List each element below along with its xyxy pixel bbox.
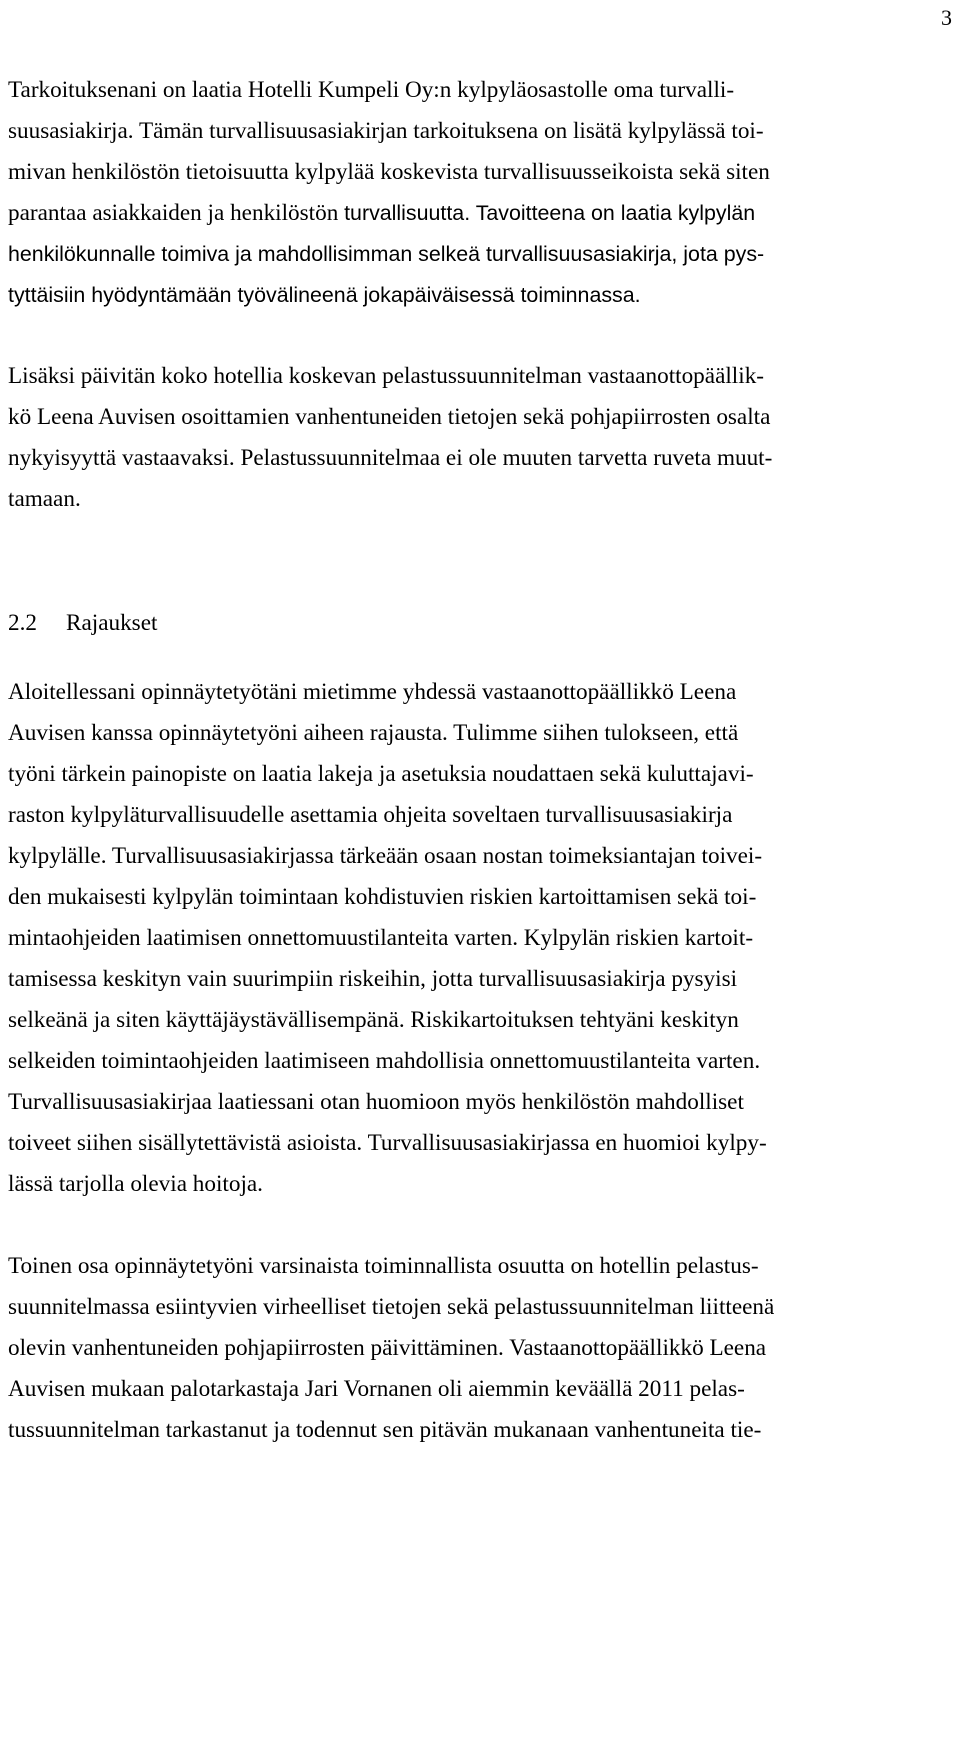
section-title: Rajaukset [66, 610, 158, 636]
document-body [8, 70, 956, 1451]
paragraph-purpose [8, 70, 956, 316]
paragraph-second-part: Toinen osa opinnäytetyöni varsinaista toiminnallista osuutta on hotellin pelastus- suunnitelmassa esiintyvien virheelliset tietojen sekä pelastussuunnitelman liitteenä olevin vanhentuneiden pohjapiirrosten päivittäminen. Vastaanottopäällikkö Leena Auvisen mukaan palotarkastaja Jari Vornanen oli aiemmin keväällä 2011 pelas- tussuunnitelman tarkastanut ja todennut sen pitävän mukanaan vanhentuneita tie- [8, 1253, 775, 1443]
section-number: 2.2 [8, 610, 37, 636]
paragraph-purpose-sans-text: turvallisuutta. Tavoitteena on laatia kylpylän henkilökunnalle toimiva ja mahdollisimman selkeä turvallisuusasiakirja, jota pys- tyttäisiin hyödyntämään työvälineenä jokapäiväisessä toiminnassa. [8, 201, 765, 307]
paragraph-scope: Aloitellessani opinnäytetyötäni mietimme yhdessä vastaanottopäällikkö Leena Auvisen kanssa opinnäytetyöni aiheen rajausta. Tulimme siihen tulokseen, että työni tärkein painopiste on laatia lakeja ja asetuksia noudattaen sekä kuluttajavi- raston kylpyläturvallisuudelle asettamia ohjeita soveltaen turvallisuusasiakirja kylpylälle. Turvallisuusasiakirjassa tärkeään osaan nostan toimeksiantajan toivei- den mukaisesti kylpylän toimintaan kohdistuvien riskien kartoittamisen sekä toi- mintaohjeiden laatimisen onnettomuustilanteita varten. Kylpylän riskien kartoit- tamisessa keskityn vain suurimpiin riskeihin, jotta turvallisuusasiakirja pysyisi selkeänä ja siten käyttäjäystävällisempänä. Riskikartoituksen tehtyäni keskityn selkeiden toimintaohjeiden laatimiseen mahdollisia onnettomuustilanteita varten. Turvallisuusasiakirjaa laatiessani otan huomioon myös henkilöstön mahdolliset toiveet siihen sisällytettävistä asioista. Turvallisuusasiakirjassa en huomioi kylpy- lässä tarjolla olevia hoitoja. [8, 679, 767, 1197]
page-number: 3 [941, 5, 952, 30]
section-heading [8, 603, 956, 644]
paragraph-purpose-serif-text: Tarkoituksenani on laatia Hotelli Kumpeli Oy:n kylpyläosastolle oma turvalli- suusasiakirja. Tämän turvallisuusasiakirjan tarkoituksena on lisätä kylpylässä toi- mivan henkilöstön tietoisuutta kylpylää koskevista turvallisuusseikoista sekä siten parantaa asiakkaiden ja henkilöstön [8, 77, 770, 226]
paragraph-rescue-plan: Lisäksi päivitän koko hotellia koskevan pelastussuunnitelman vastaanottopäällik- kö Leena Auvisen osoittamien vanhentuneiden tietojen sekä pohjapiirrosten osalta nykyisyyttä vastaavaksi. Pelastussuunnitelmaa ei ole muuten tarvetta ruveta muut- tamaan. [8, 363, 773, 512]
